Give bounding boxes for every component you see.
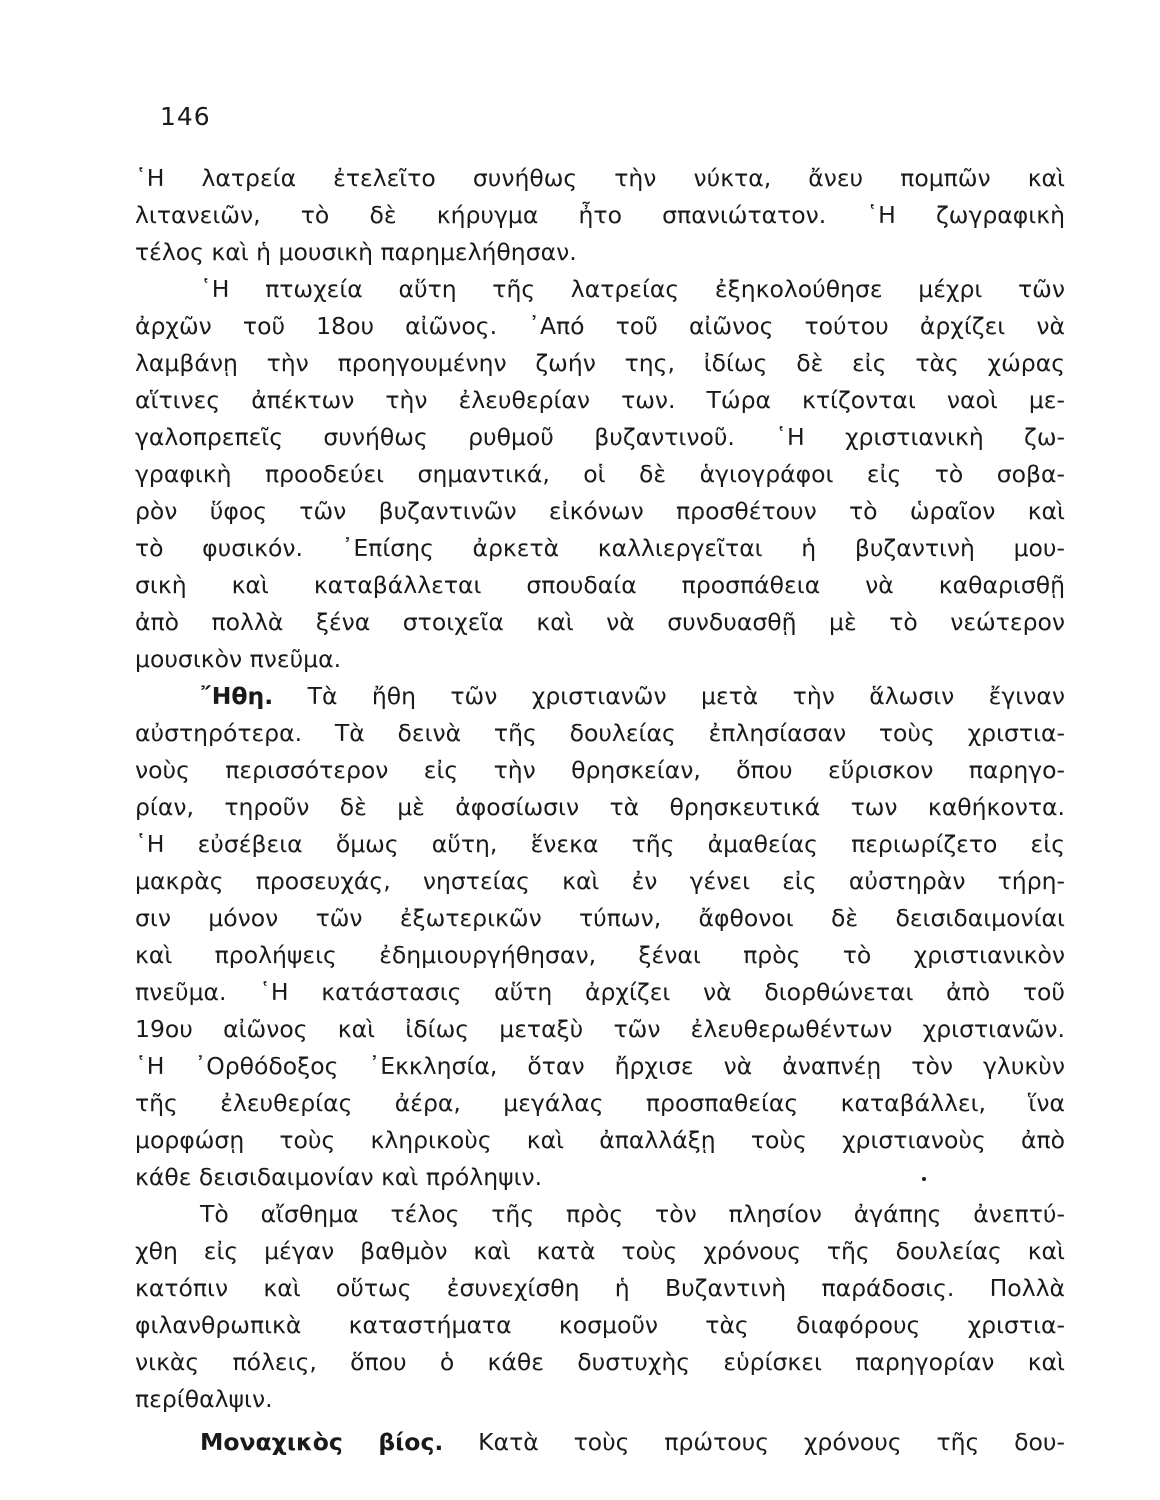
section-heading-ethi: ῎Ηθη. — [200, 682, 274, 710]
text-line: κατόπιν καὶ οὕτως ἐσυνεχίσθη ἡ Βυζαντινὴ παράδοσις. Πολλὰ — [135, 1274, 1065, 1302]
section-heading-monastic-life: Μοναχικὸς βίος. — [200, 1428, 444, 1456]
page-number: 146 — [160, 102, 211, 131]
text-line: τῆς ἐλευθερίας ἀέρα, μεγάλας προσπαθείας καταβάλλει, ἵνα — [135, 1089, 1065, 1117]
text-line: ἀρχῶν τοῦ 18ου αἰῶνος. ᾿Από τοῦ αἰῶνος τούτου ἀρχίζει νὰ — [135, 312, 1065, 340]
text-line: Τὸ αἴσθημα τέλος τῆς πρὸς τὸν πλησίον ἀγάπης ἀνεπτύ- — [200, 1200, 1065, 1228]
text-line: μακρὰς προσευχάς, νηστείας καὶ ἐν γένει εἰς αὐστηρὰν τήρη- — [135, 867, 1065, 895]
text-line: χθη εἰς μέγαν βαθμὸν καὶ κατὰ τοὺς χρόνους τῆς δουλείας καὶ — [135, 1237, 1065, 1265]
text-line: τέλος καὶ ἡ μουσικὴ παρημελήθησαν. — [135, 238, 577, 266]
text-line: αὐστηρότερα. Τὰ δεινὰ τῆς δουλείας ἐπλησίασαν τοὺς χριστια- — [135, 719, 1065, 747]
paragraph-4 — [135, 1196, 1065, 1418]
paragraph-3 — [135, 678, 1065, 1196]
text-line — [135, 1159, 1065, 1196]
text-line: γραφικὴ προοδεύει σημαντικά, οἱ δὲ ἁγιογράφοι εἰς τὸ σοβα- — [135, 460, 1065, 488]
text-line: γαλοπρεπεῖς συνήθως ρυθμοῦ βυζαντινοῦ. ῾Η χριστιανικὴ ζω- — [135, 423, 1065, 451]
text-line: ρίαν, τηροῦν δὲ μὲ ἀφοσίωσιν τὰ θρησκευτικά των καθήκοντα. — [135, 793, 1065, 821]
text-line: σιν μόνον τῶν ἐξωτερικῶν τύπων, ἄφθονοι δὲ δεισιδαιμονίαι — [135, 904, 1065, 932]
text-line: νικὰς πόλεις, ὅπου ὁ κάθε δυστυχὴς εὑρίσκει παρηγορίαν καὶ — [135, 1348, 1065, 1376]
text-line: ρὸν ὕφος τῶν βυζαντινῶν εἰκόνων προσθέτουν τὸ ὡραῖον καὶ — [135, 497, 1065, 525]
text-line: ῾Η ᾿Ορθόδοξος ᾿Εκκλησία, ὅταν ἤρχισε νὰ ἀναπνέῃ τὸν γλυκὺν — [135, 1052, 1065, 1080]
text-line: ῾Η εὐσέβεια ὅμως αὕτη, ἕνεκα τῆς ἀμαθείας περιωρίζετο εἰς — [135, 830, 1065, 858]
text-line: αἵτινες ἀπέκτων τὴν ἐλευθερίαν των. Τώρα κτίζονται ναοὶ με- — [135, 386, 1065, 414]
heading-line-text: Κατὰ τοὺς πρώτους χρόνους τῆς δου- — [478, 1428, 1065, 1456]
text-line: 19ου αἰῶνος καὶ ἰδίως μεταξὺ τῶν ἐλευθερωθέντων χριστιανῶν. — [135, 1015, 1065, 1043]
text-line: φιλανθρωπικὰ καταστήματα κοσμοῦν τὰς διαφόρους χριστια- — [135, 1311, 1065, 1339]
text-line: περίθαλψιν. — [135, 1385, 273, 1413]
paragraph-2 — [135, 271, 1065, 678]
text-line: ῾Η πτωχεία αὕτη τῆς λατρείας ἐξηκολούθησε μέχρι τῶν — [200, 275, 1065, 303]
text-line: ῾Η λατρεία ἐτελεῖτο συνήθως τὴν νύκτα, ἄνευ πομπῶν καὶ — [135, 164, 1065, 192]
paragraph-1 — [135, 160, 1065, 271]
text-line — [135, 678, 1065, 715]
text-line: τὸ φυσικόν. ᾿Επίσης ἀρκετὰ καλλιεργεῖται ἡ βυζαντινὴ μου- — [135, 534, 1065, 562]
text-line: μουσικὸν πνεῦμα. — [135, 645, 342, 673]
heading-line-text: Τὰ ἤθη τῶν χριστιανῶν μετὰ τὴν ἅλωσιν ἔγιναν — [307, 682, 1065, 710]
text-line-content: κάθε δεισιδαιμονίαν καὶ πρόληψιν. — [135, 1163, 543, 1191]
text-line: πνεῦμα. ῾Η κατάστασις αὕτη ἀρχίζει νὰ διορθώνεται ἀπὸ τοῦ — [135, 978, 1065, 1006]
text-line: σικὴ καὶ καταβάλλεται σπουδαία προσπάθεια νὰ καθαρισθῇ — [135, 571, 1065, 599]
paragraph-5 — [135, 1424, 1065, 1461]
text-line — [135, 1424, 1065, 1461]
text-line: ἀπὸ πολλὰ ξένα στοιχεῖα καὶ νὰ συνδυασθῇ μὲ τὸ νεώτερον — [135, 608, 1065, 636]
body-text — [135, 160, 1065, 1461]
text-line: μορφώσῃ τοὺς κληρικοὺς καὶ ἀπαλλάξῃ τοὺς χριστιανοὺς ἀπὸ — [135, 1126, 1065, 1154]
text-line: λαμβάνῃ τὴν προηγουμένην ζωήν της, ἰδίως δὲ εἰς τὰς χώρας — [135, 349, 1065, 377]
text-line: καὶ προλήψεις ἐδημιουργήθησαν, ξέναι πρὸς τὸ χριστιανικὸν — [135, 941, 1065, 969]
text-line: νοὺς περισσότερον εἰς τὴν θρησκείαν, ὅπου εὕρισκον παρηγο- — [135, 756, 1065, 784]
ink-dot — [922, 1177, 926, 1181]
text-line: λιτανειῶν, τὸ δὲ κήρυγμα ἦτο σπανιώτατον. ῾Η ζωγραφικὴ — [135, 201, 1065, 229]
